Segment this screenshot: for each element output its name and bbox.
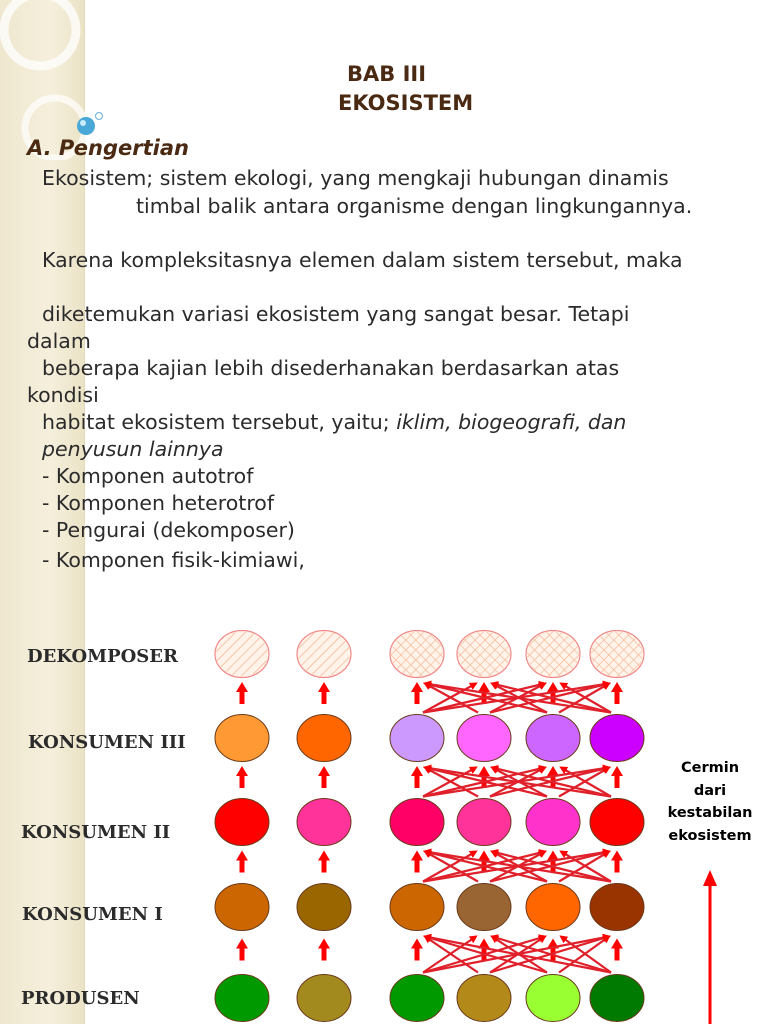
organism-circle [390,975,444,1022]
organism-circle [390,884,444,931]
organism-circle [457,631,511,678]
organism-circle [590,884,644,931]
organism-circle [215,799,269,846]
up-arrow [240,774,245,788]
up-arrow-head [611,766,623,776]
up-arrow-head [236,939,248,949]
up-arrow-head [478,682,490,692]
stability-note-line: dari [693,782,727,799]
up-arrow-head [478,766,490,776]
up-arrow-head [611,851,623,861]
organism-circle [390,715,444,762]
up-arrow-head [236,851,248,861]
organism-circle [215,631,269,678]
chapter-title: EKOSISTEM [338,91,474,115]
organism-circle [215,975,269,1022]
stability-arrow-head [703,870,717,886]
organism-circle [590,715,644,762]
component-item: - Komponen fisik-kimiawi, [42,548,305,572]
up-arrow [415,859,420,873]
organism-circle [457,884,511,931]
paragraph-line-5 [42,437,224,461]
up-arrow-head [236,766,248,776]
level-label-dekomposer: DEKOMPOSER [27,646,178,667]
component-item: - Komponen autotrof [42,464,254,488]
organism-circle [590,799,644,846]
organism-circle [457,799,511,846]
food-web-diagram [0,600,768,1024]
paragraph-line-1: Karena kompleksitasnya elemen dalam sistem tersebut, maka [42,248,683,272]
up-arrow [240,859,245,873]
up-arrow [415,690,420,704]
up-arrow [615,690,620,704]
paragraph-line-4-italic: iklim, biogeografi, dan [396,410,627,434]
component-item: - Pengurai (dekomposer) [42,518,295,542]
chapter-heading: BAB III [347,62,427,86]
organism-circle [526,799,580,846]
organism-circle [590,631,644,678]
paragraph-line-2: diketemukan variasi ekosistem yang sangat besar. Tetapi [42,302,630,326]
up-arrow [415,774,420,788]
up-arrow-head [478,851,490,861]
organism-circle [297,799,351,846]
stability-note-line: Cermin [680,760,740,776]
organism-circle [526,631,580,678]
up-arrow-head [318,682,330,692]
up-arrow [415,947,420,961]
up-arrow [322,947,327,961]
organism-circle [457,975,511,1022]
level-label-produsen: PRODUSEN [21,988,140,1009]
up-arrow [240,690,245,704]
level-label-konsumen-i: KONSUMEN I [22,904,163,925]
up-arrow-head [611,682,623,692]
up-arrow [615,859,620,873]
paragraph-line-5-italic: penyusun lainnya [42,437,224,461]
up-arrow-head [411,939,423,949]
up-arrow-head [411,766,423,776]
organism-circle [457,715,511,762]
organism-circle [297,884,351,931]
definition-line-2: timbal balik antara organisme dengan lingkungannya. [136,194,693,218]
stability-note-line: ekosistem [668,827,752,844]
organism-circle [526,715,580,762]
organism-circle [215,715,269,762]
component-item: - Komponen heterotrof [42,491,275,515]
up-arrow-head [318,766,330,776]
stability-note-line: kestabilan [667,805,753,821]
up-arrow-head [318,939,330,949]
up-arrow-head [411,851,423,861]
paragraph-line-2-wrap: dalam [27,329,91,353]
up-arrow [322,690,327,704]
up-arrow [615,947,620,961]
organism-circle [215,884,269,931]
organism-circle [297,715,351,762]
up-arrow-head [318,851,330,861]
organism-circle [526,975,580,1022]
up-arrow [240,947,245,961]
organism-circle [297,975,351,1022]
paragraph-line-4 [42,410,626,434]
up-arrow-head [411,682,423,692]
level-label-konsumen-ii: KONSUMEN II [21,822,171,843]
up-arrow-head [236,682,248,692]
organism-circle [297,631,351,678]
section-title: A. Pengertian [27,136,189,160]
up-arrow [322,859,327,873]
paragraph-line-4-text: habitat ekosistem tersebut, yaitu; [42,410,397,434]
level-label-konsumen-iii: KONSUMEN III [28,732,186,753]
definition-line-1: Ekosistem; sistem ekologi, yang mengkaji hubungan dinamis [42,166,669,190]
up-arrow [322,774,327,788]
up-arrow [615,774,620,788]
organism-circle [390,631,444,678]
organism-circle [526,884,580,931]
paragraph-line-3: beberapa kajian lebih disederhanakan berdasarkan atas [42,356,620,380]
organism-circle [590,975,644,1022]
paragraph-line-3-wrap: kondisi [27,383,99,407]
organism-circle [390,799,444,846]
up-arrow-head [611,939,623,949]
